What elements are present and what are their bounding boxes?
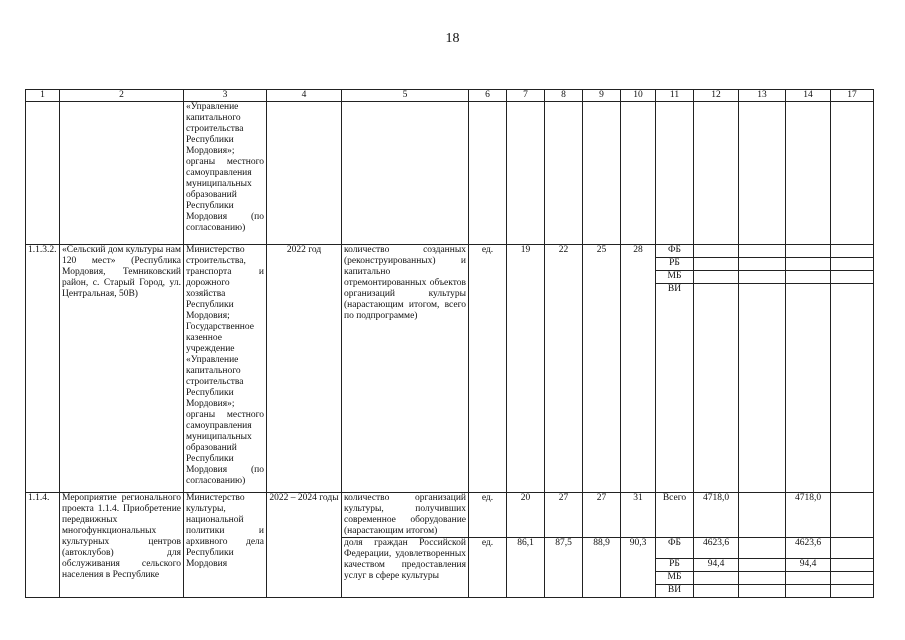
amount-cell <box>694 572 738 585</box>
value-cell: 25 <box>583 245 621 493</box>
header-cell: 9 <box>583 90 621 102</box>
header-cell: 10 <box>621 90 656 102</box>
item-name: Мероприятие регионального проекта 1.1.4. Приобретение передвижных многофункциональных культурных центров (автоклубов) для обслуживания сельского населения в Республике <box>60 493 184 598</box>
value-cell: 20 <box>507 493 545 538</box>
value-cell: 86,1 <box>507 538 545 598</box>
header-cell: 5 <box>342 90 469 102</box>
executor-cell: Министерство строительства, транспорта и дорожного хозяйства Республики Мордовия; Государственное казенное учреждение «Управление капитального строительства Республики Мордовия»; органы местного самоуправления муниципальных образований Республики Мордовия (по согласованию) <box>184 245 267 493</box>
header-cell: 11 <box>656 90 694 102</box>
amount-cell <box>694 585 738 598</box>
source-label: ФБ <box>656 538 693 559</box>
value-cell: 27 <box>545 493 583 538</box>
unit-cell: ед. <box>469 493 507 538</box>
item-number: 1.1.3.2. <box>26 245 60 493</box>
header-cell: 7 <box>507 90 545 102</box>
header-cell: 1 <box>26 90 60 102</box>
value-cell: 88,9 <box>583 538 621 598</box>
executor-cell: «Управление капитального строительства Республики Мордовия»; органы местного самоуправления муниципальных образований Республики Мордовия (по согласованию) <box>184 102 267 245</box>
amount-cell: 4623,6 <box>694 538 738 559</box>
unit-cell: ед. <box>469 538 507 598</box>
amount-cell: 4718,0 <box>786 493 831 538</box>
source-label: МБ <box>656 271 693 284</box>
source-cell <box>656 245 694 493</box>
value-cell: 31 <box>621 493 656 538</box>
header-cell: 8 <box>545 90 583 102</box>
amount-cell: 94,4 <box>786 559 830 572</box>
source-label: ФБ <box>656 245 693 258</box>
indicator-cell: количество созданных (реконструированных) и капитально отремонтированных объектов организаций культуры (нарастающим итогом, всего по подпрограмме) <box>342 245 469 493</box>
header-cell: 2 <box>60 90 184 102</box>
value-cell: 19 <box>507 245 545 493</box>
header-cell: 3 <box>184 90 267 102</box>
executor-cell: Министерство культуры, национальной политики и архивного дела Республики Мордовия <box>184 493 267 598</box>
source-label: МБ <box>656 572 693 585</box>
header-cell: 12 <box>694 90 739 102</box>
source-label: Всего <box>656 493 694 538</box>
amount-cell: 4718,0 <box>694 493 739 538</box>
amount-cell <box>786 585 830 598</box>
source-cell <box>656 538 694 598</box>
indicator-cell: доля граждан Российской Федерации, удовлетворенных качеством предоставления услуг в сфере культуры <box>342 538 469 598</box>
header-cell: 17 <box>831 90 874 102</box>
program-table <box>25 89 874 598</box>
source-label: РБ <box>656 258 693 271</box>
item-name: «Сельский дом культуры нам 120 мест» (Республика Мордовия, Темниковский район, с. Старый Город, ул. Центральная, 50В) <box>60 245 184 493</box>
item-number: 1.1.4. <box>26 493 60 598</box>
period-cell: 2022 год <box>267 245 342 493</box>
page-number: 18 <box>445 31 460 46</box>
indicator-cell: количество организаций культуры, получивших современное оборудование (нарастающим итогом) <box>342 493 469 538</box>
amount-cell: 94,4 <box>694 559 738 572</box>
amount-cell: 4623,6 <box>786 538 830 559</box>
source-label: РБ <box>656 559 693 572</box>
table-row <box>26 493 874 538</box>
period-cell: 2022 – 2024 годы <box>267 493 342 598</box>
header-cell: 6 <box>469 90 507 102</box>
value-cell: 28 <box>621 245 656 493</box>
source-label: ВИ <box>667 284 682 294</box>
header-cell: 14 <box>786 90 831 102</box>
amount-cell <box>786 572 830 585</box>
value-cell: 22 <box>545 245 583 493</box>
source-label: ВИ <box>667 585 682 595</box>
value-cell: 87,5 <box>545 538 583 598</box>
table-row <box>26 102 874 245</box>
value-cell: 27 <box>583 493 621 538</box>
unit-cell: ед. <box>469 245 507 493</box>
amount-column <box>694 538 739 598</box>
header-cell: 13 <box>739 90 786 102</box>
header-cell: 4 <box>267 90 342 102</box>
amount-column <box>786 538 831 598</box>
table-row <box>26 245 874 493</box>
header-row <box>26 90 874 102</box>
value-cell: 90,3 <box>621 538 656 598</box>
